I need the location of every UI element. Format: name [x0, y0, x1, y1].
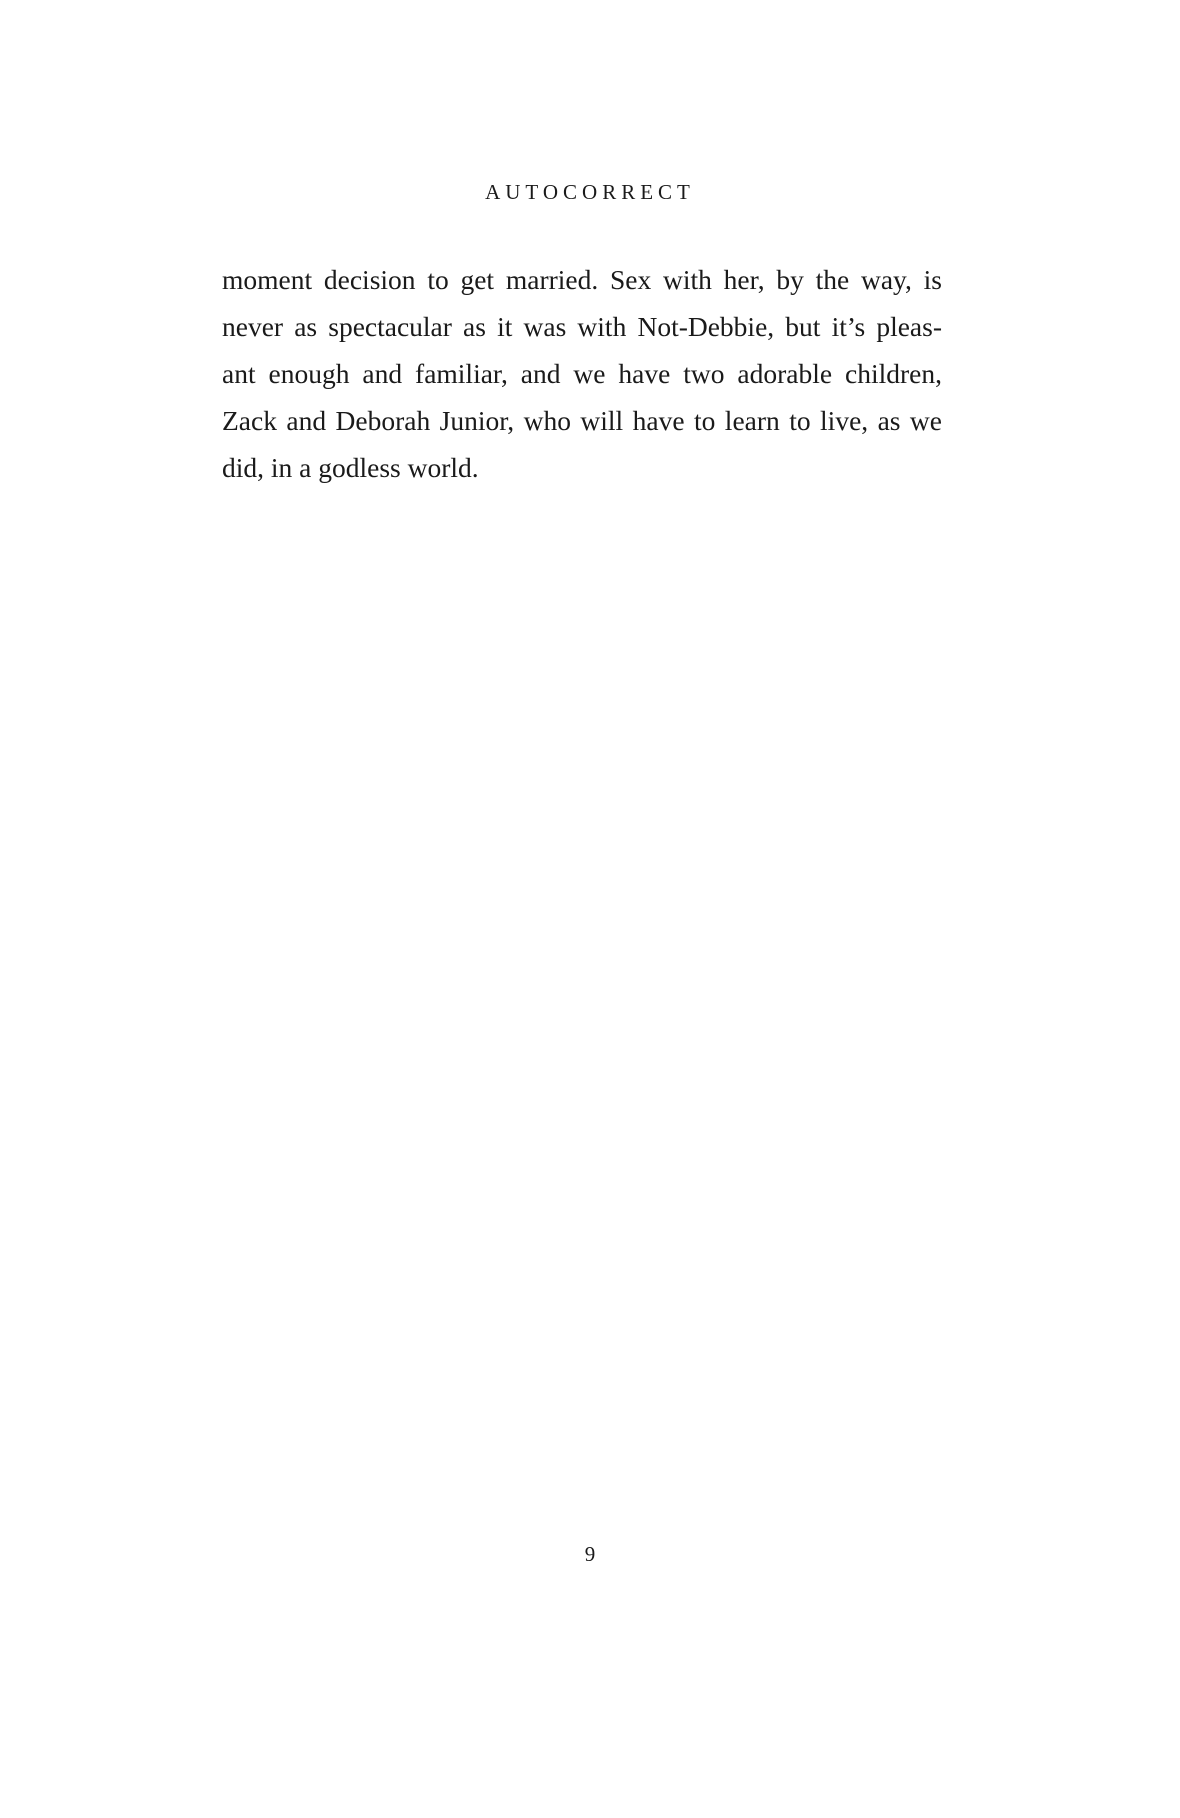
running-head: AUTOCORRECT — [485, 180, 695, 204]
paragraph-line-2: never as spectacular as it was with Not-Debbie, but it’s pleas- — [222, 311, 942, 342]
page-number: 9 — [584, 1542, 596, 1566]
body-paragraph — [222, 256, 942, 491]
paragraph-line-4: Zack and Deborah Junior, who will have to learn to live, as we — [222, 405, 942, 436]
paragraph-line-3: ant enough and familiar, and we have two adorable children, — [222, 358, 942, 389]
paragraph-line-1: moment decision to get married. Sex with her, by the way, is — [222, 264, 942, 295]
paragraph-line-5: did, in a godless world. — [222, 452, 479, 483]
